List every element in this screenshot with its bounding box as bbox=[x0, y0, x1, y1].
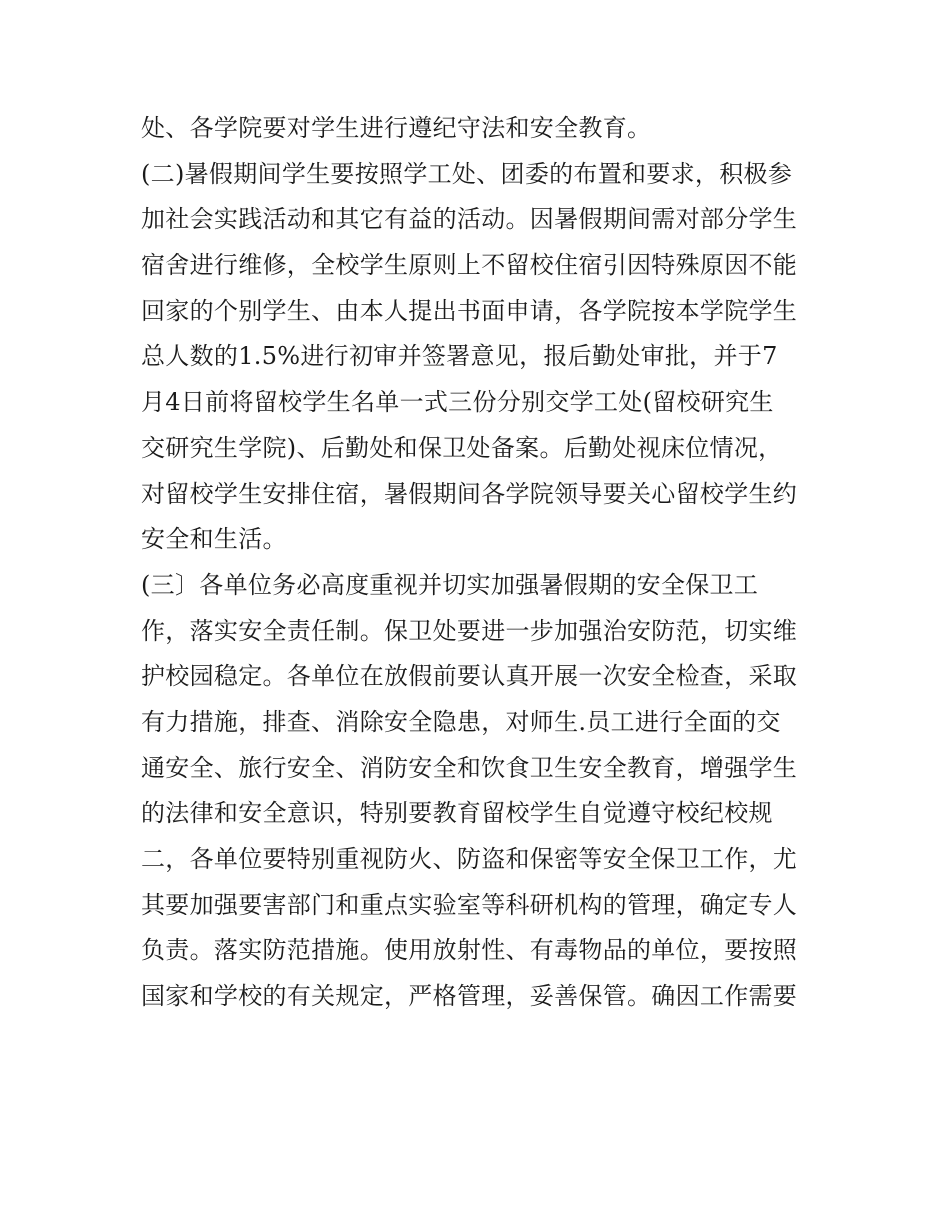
text-line-8: 交研究生学院)、后勤处和保卫处备案。后勤处视床位情况， bbox=[141, 433, 783, 462]
text-line-5: 回家的个别学生、由本人提出书面申请，各学院按本学院学生 bbox=[141, 296, 798, 325]
text-line-9: 对留校学生安排住宿，暑假期间各学院领导要关心留校学生约 bbox=[141, 479, 798, 508]
text-line-10: 安全和生活。 bbox=[141, 525, 287, 554]
text-line-6: 总人数的1.5%进行初审并签署意见，报后勤处审批，并于7 bbox=[141, 342, 778, 371]
text-line-12: 作，落实安全责任制。保卫处要进一步加强治安防范，切实维 bbox=[141, 616, 798, 645]
text-line-16: 的法律和安全意识，特别要教育留校学生自觉遵守校纪校规 bbox=[141, 799, 773, 828]
text-line-18: 其要加强要害部门和重点实验室等科研机构的管理，确定专人 bbox=[141, 890, 798, 919]
text-line-20: 国家和学校的有关规定，严格管理，妥善保管。确因工作需要 bbox=[141, 982, 798, 1011]
text-line-14: 有力措施，排查、消除安全隐患，对师生.员工进行全面的交 bbox=[141, 707, 781, 736]
text-line-13: 护校园稳定。各单位在放假前要认真开展一次安全检查，采取 bbox=[141, 662, 798, 691]
text-line-3: 加社会实践活动和其它有益的活动。因暑假期间需对部分学生 bbox=[141, 205, 798, 234]
text-line-4: 宿舍进行维修，全校学生原则上不留校住宿引因特殊原因不能 bbox=[141, 251, 798, 280]
text-line-1: 处、各学院要对学生进行遵纪守法和安全教育。 bbox=[141, 114, 652, 142]
text-line-19: 负责。落实防范措施。使用放射性、有毒物品的单位，要按照 bbox=[141, 936, 798, 965]
text-line-17: 二，各单位要特别重视防火、防盗和保密等安全保卫工作，尤 bbox=[141, 845, 798, 873]
text-line-15: 通安全、旅行安全、消防安全和饮食卫生安全教育，增强学生 bbox=[141, 753, 798, 782]
text-line-11: (三〕各单位务必高度重视并切实加强暑假期的安全保卫工 bbox=[141, 570, 759, 599]
document-body bbox=[141, 106, 841, 1020]
text-line-7: 月4日前将留校学生名单一式三份分别交学工处(留校研究生 bbox=[141, 388, 774, 417]
text-line-2: (二)暑假期间学生要按照学工处、团委的布置和要求，积极参 bbox=[141, 159, 793, 188]
